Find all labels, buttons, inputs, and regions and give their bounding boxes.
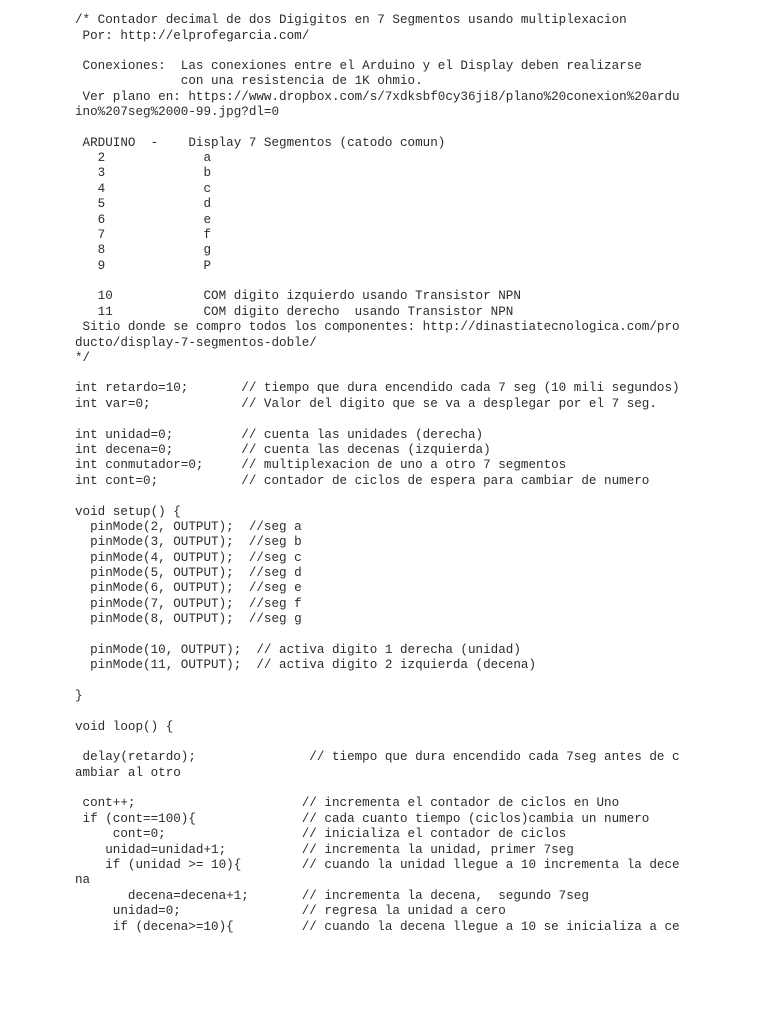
- code-line: int conmutador=0; // multiplexacion de uno a otro 7 segmentos: [75, 458, 567, 472]
- code-line: pinMode(8, OUTPUT); //seg g: [75, 612, 302, 626]
- code-line: ambiar al otro: [75, 766, 181, 780]
- code-line: cont=0; // inicializa el contador de ciclos: [75, 827, 567, 841]
- code-line: }: [75, 689, 83, 703]
- code-line: 4 c: [75, 182, 212, 196]
- code-line: /* Contador decimal de dos Digigitos en 7 Segmentos usando multiplexacion: [75, 13, 627, 27]
- code-line: pinMode(11, OUTPUT); // activa digito 2 izquierda (decena): [75, 658, 537, 672]
- code-line: Conexiones: Las conexiones entre el Arduino y el Display deben realizarse: [75, 59, 642, 73]
- code-line: */: [75, 351, 91, 365]
- code-line: pinMode(7, OUTPUT); //seg f: [75, 597, 302, 611]
- code-line: na: [75, 873, 91, 887]
- code-line: 7 f: [75, 228, 212, 242]
- code-line: pinMode(2, OUTPUT); //seg a: [75, 520, 302, 534]
- code-line: 5 d: [75, 197, 212, 211]
- code-line: unidad=unidad+1; // incrementa la unidad, primer 7seg: [75, 843, 574, 857]
- code-line: if (unidad >= 10){ // cuando la unidad llegue a 10 incrementa la dece: [75, 858, 680, 872]
- code-line: int retardo=10; // tiempo que dura encendido cada 7 seg (10 mili segundos): [75, 381, 680, 395]
- code-line: Sitio donde se compro todos los componentes: http://dinastiatecnologica.com/pro: [75, 320, 680, 334]
- code-line: ducto/display-7-segmentos-doble/: [75, 336, 317, 350]
- code-line: Ver plano en: https://www.dropbox.com/s/7xdksbf0cy36ji8/plano%20conexion%20ardu: [75, 90, 680, 104]
- code-line: 9 P: [75, 259, 212, 273]
- code-line: pinMode(4, OUTPUT); //seg c: [75, 551, 302, 565]
- code-line: if (decena>=10){ // cuando la decena llegue a 10 se inicializa a ce: [75, 920, 680, 934]
- code-line: pinMode(10, OUTPUT); // activa digito 1 derecha (unidad): [75, 643, 521, 657]
- code-line: int cont=0; // contador de ciclos de espera para cambiar de numero: [75, 474, 650, 488]
- code-line: pinMode(5, OUTPUT); //seg d: [75, 566, 302, 580]
- code-line: void loop() {: [75, 720, 174, 734]
- code-line: void setup() {: [75, 505, 181, 519]
- code-line: if (cont==100){ // cada cuanto tiempo (ciclos)cambia un numero: [75, 812, 650, 826]
- code-line: Por: http://elprofegarcia.com/: [75, 29, 310, 43]
- code-line: ino%207seg%2000-99.jpg?dl=0: [75, 105, 280, 119]
- code-line: int unidad=0; // cuenta las unidades (derecha): [75, 428, 484, 442]
- code-line: con una resistencia de 1K ohmio.: [75, 74, 423, 88]
- code-line: int var=0; // Valor del digito que se va a desplegar por el 7 seg.: [75, 397, 657, 411]
- code-line: int decena=0; // cuenta las decenas (izquierda): [75, 443, 491, 457]
- code-line: 3 b: [75, 166, 212, 180]
- code-line: 8 g: [75, 243, 212, 257]
- code-line: ARDUINO - Display 7 Segmentos (catodo comun): [75, 136, 446, 150]
- code-line: 10 COM digito izquierdo usando Transistor NPN: [75, 289, 521, 303]
- code-line: 11 COM digito derecho usando Transistor NPN: [75, 305, 514, 319]
- code-line: decena=decena+1; // incrementa la decena, segundo 7seg: [75, 889, 589, 903]
- code-line: unidad=0; // regresa la unidad a cero: [75, 904, 506, 918]
- code-line: 6 e: [75, 213, 212, 227]
- code-line: delay(retardo); // tiempo que dura encendido cada 7seg antes de c: [75, 750, 680, 764]
- code-line: 2 a: [75, 151, 212, 165]
- code-line: cont++; // incrementa el contador de ciclos en Uno: [75, 796, 620, 810]
- code-line: pinMode(6, OUTPUT); //seg e: [75, 581, 302, 595]
- code-line: pinMode(3, OUTPUT); //seg b: [75, 535, 302, 549]
